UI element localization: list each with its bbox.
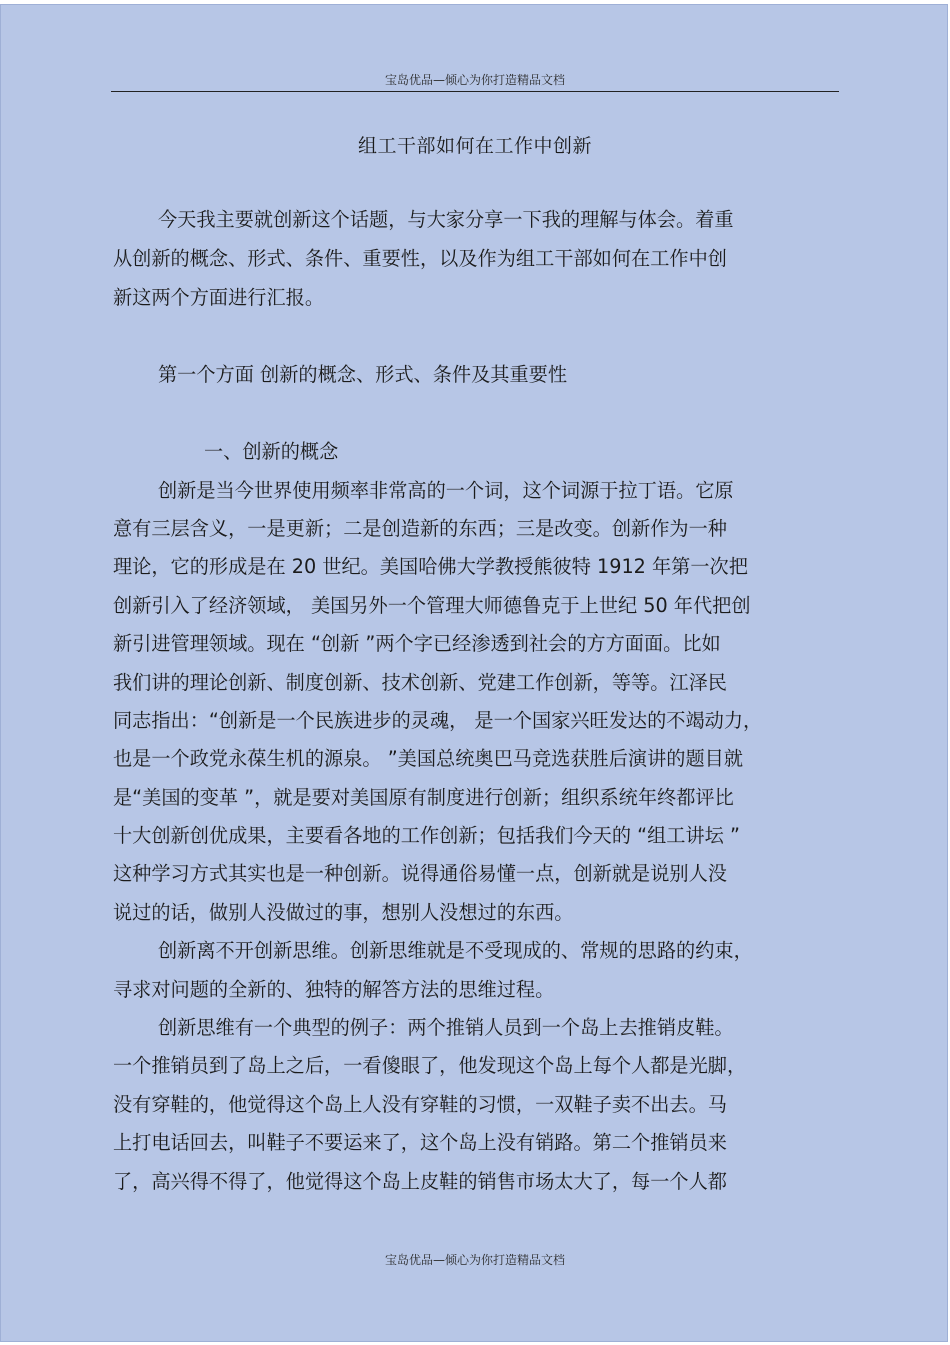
paragraph-line: 也是一个政党永葆生机的源泉。 ”美国总统奥巴马竞选获胜后演讲的题目就 <box>113 747 744 770</box>
paragraph-line: 创新思维有一个典型的例子：两个推销人员到一个岛上去推销皮鞋。 <box>158 1016 734 1039</box>
paragraph-line: 理论，它的形成是在 20 世纪。美国哈佛大学教授熊彼特 1912 年第一次把 <box>113 555 748 578</box>
paragraph-line: 这种学习方式其实也是一种创新。说得通俗易懂一点，创新就是说别人没 <box>113 862 727 885</box>
paragraph-line: 意有三层含义，一是更新；二是创造新的东西；三是改变。创新作为一种 <box>113 517 727 540</box>
paragraph-line: 今天我主要就创新这个话题，与大家分享一下我的理解与体会。着重 <box>158 208 734 231</box>
section-heading: 第一个方面 创新的概念、形式、条件及其重要性 <box>158 363 568 386</box>
page-footer: 宝岛优品—倾心为你打造精品文档 <box>384 1253 565 1267</box>
paragraph-line: 说过的话，做别人没做过的事，想别人没想过的东西。 <box>113 901 574 924</box>
paragraph-line: 上打电话回去，叫鞋子不要运来了，这个岛上没有销路。第二个推销员来 <box>113 1131 727 1154</box>
paragraph-line: 了，高兴得不得了，他觉得这个岛上皮鞋的销售市场太大了，每一个人都 <box>113 1170 727 1193</box>
paragraph-line: 创新离不开创新思维。创新思维就是不受现成的、常规的思路的约束， <box>158 939 753 962</box>
paragraph-line: 寻求对问题的全新的、独特的解答方法的思维过程。 <box>113 978 555 1001</box>
paragraph-line: 新这两个方面进行汇报。 <box>113 286 325 309</box>
paragraph-line: 从创新的概念、形式、条件、重要性，以及作为组工干部如何在工作中创 <box>113 247 727 270</box>
paragraph-line: 是“美国的变革 ”，就是要对美国原有制度进行创新；组织系统年终都评比 <box>113 786 734 809</box>
subsection-heading: 一、创新的概念 <box>204 440 339 463</box>
document-page <box>0 4 948 1342</box>
paragraph-line: 同志指出：“创新是一个民族进步的灵魂， 是一个国家兴旺发达的不竭动力， <box>113 709 763 732</box>
header-divider <box>111 91 839 92</box>
paragraph-line: 十大创新创优成果，主要看各地的工作创新；包括我们今天的 “组工讲坛 ” <box>113 824 740 847</box>
paragraph-line: 没有穿鞋的，他觉得这个岛上人没有穿鞋的习惯，一双鞋子卖不出去。马 <box>113 1093 727 1116</box>
paragraph-line: 我们讲的理论创新、制度创新、技术创新、党建工作创新，等等。江泽民 <box>113 671 727 694</box>
page-header: 宝岛优品—倾心为你打造精品文档 <box>384 73 565 87</box>
paragraph-line: 创新是当今世界使用频率非常高的一个词，这个词源于拉丁语。它原 <box>158 479 734 502</box>
document-title: 组工干部如何在工作中创新 <box>357 135 592 157</box>
paragraph-line: 一个推销员到了岛上之后，一看傻眼了，他发现这个岛上每个人都是光脚， <box>113 1054 747 1077</box>
paragraph-line: 新引进管理领域。现在 “创新 ”两个字已经渗透到社会的方方面面。比如 <box>113 632 721 655</box>
paragraph-line: 创新引入了经济领域， 美国另外一个管理大师德鲁克于上世纪 50 年代把创 <box>113 594 751 617</box>
